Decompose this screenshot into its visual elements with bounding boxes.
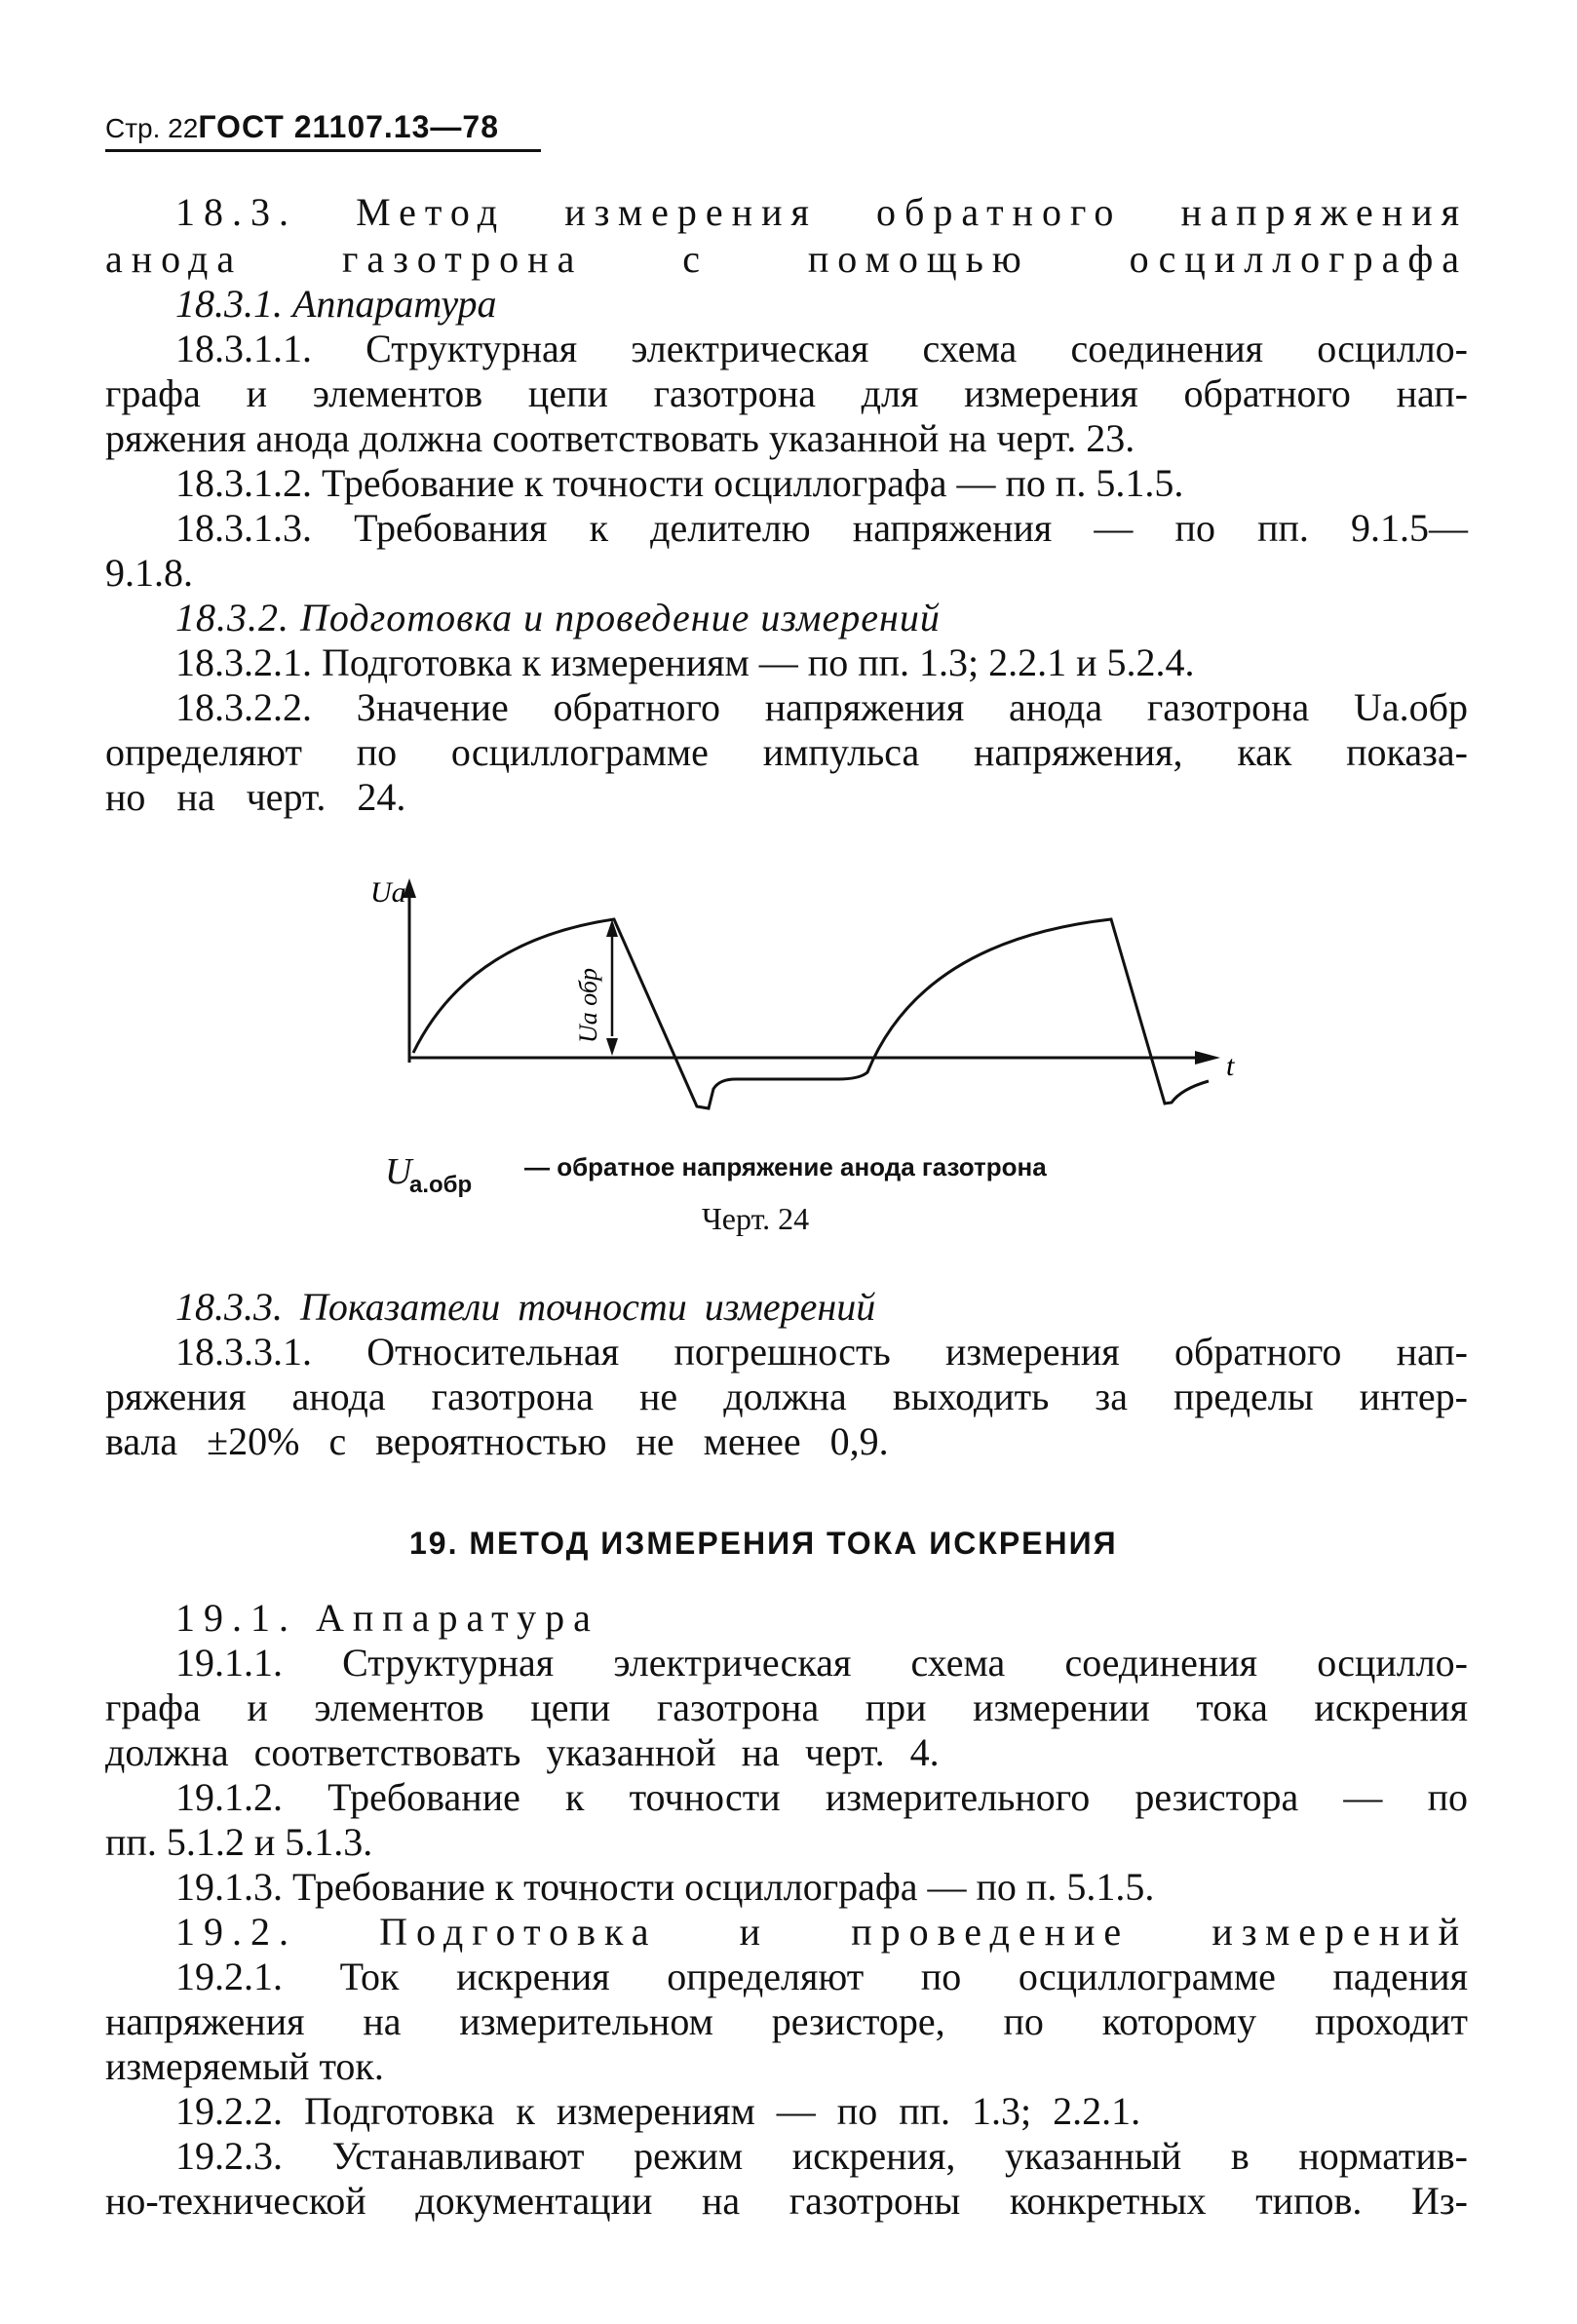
reverse-voltage-label: Ua обр (574, 967, 602, 1043)
paragraph-19-1-1-line2: графа и элементов цепи газотрона при измерении тока искрения (105, 1685, 1468, 1729)
paragraph-18-3-1-1-line2: графа и элементов цепи газотрона для измерения обратного нап- (105, 371, 1468, 415)
section-19-heading: 19. МЕТОД ИЗМЕРЕНИЯ ТОКА ИСКРЕНИЯ (409, 1526, 1118, 1561)
figure-caption: — обратное напряжение анода газотрона (524, 1152, 1047, 1181)
paragraph-19-2: 19.2. Подготовка и проведение измерений (175, 1910, 1468, 1954)
paragraph-19-2-1-line2: напряжения на измерительном резисторе, по которому проходит (105, 1999, 1468, 2043)
paragraph-18-3-1-1-line3: ряжения анода должна соответствовать указанной на черт. 23. (105, 416, 1135, 460)
voltage-waveform (413, 919, 1209, 1108)
oscillogram-figure (351, 872, 1248, 1136)
paragraph-18-3-2-2-line1: 18.3.2.2. Значение обратного напряжения анода газотрона Uа.обр (175, 685, 1468, 729)
paragraph-18-3-2-1: 18.3.2.1. Подготовка к измерениям — по пп. 1.3; 2.2.1 и 5.2.4. (175, 640, 1195, 684)
header-rule (105, 149, 541, 152)
paragraph-19-2-3-line2: но-технической документации на газотроны конкретных типов. Из- (105, 2179, 1468, 2223)
reverse-voltage-arrow-head-bottom (606, 1038, 618, 1056)
paragraph-18-3-2: 18.3.2. Подготовка и проведение измерений (175, 596, 941, 639)
paragraph-18-3-3-1-line1: 18.3.3.1. Относительная погрешность измерения обратного нап- (175, 1330, 1468, 1374)
paragraph-19-2-1-line1: 19.2.1. Ток искрения определяют по осциллограмме падения (175, 1955, 1468, 1998)
figure-number: Черт. 24 (702, 1201, 810, 1236)
paragraph-18-3-1: 18.3.1. Аппаратура (175, 282, 497, 326)
section-18-3-title-line1: 18.3. Метод измерения обратного напряжения (175, 190, 1468, 234)
paragraph-18-3-3-1-line3: вала ±20% с вероятностью не менее 0,9. (105, 1419, 889, 1463)
paragraph-18-3-3: 18.3.3. Показатели точности измерений (175, 1285, 876, 1329)
paragraph-19-1-2-line1: 19.1.2. Требование к точности измерительного резистора — по (175, 1775, 1468, 1819)
x-axis-arrow (1195, 1051, 1220, 1065)
paragraph-18-3-1-3-line2: 9.1.8. (105, 551, 193, 595)
y-axis-label: Ua (370, 876, 406, 909)
page-number: Стр. 22 (105, 113, 199, 143)
section-18-3-title-line2: анода газотрона с помощью осциллографа (105, 237, 1468, 281)
paragraph-18-3-3-1-line2: ряжения анода газотрона не должна выходить за пределы интер- (105, 1375, 1468, 1418)
paragraph-19-1: 19.1. Аппаратура (175, 1596, 599, 1640)
page-header (105, 109, 499, 145)
paragraph-18-3-1-2: 18.3.1.2. Требование к точности осциллографа — по п. 5.1.5. (175, 461, 1184, 505)
x-axis-label: t (1226, 1050, 1235, 1082)
caption-subscript: а.обр (409, 1172, 473, 1198)
paragraph-18-3-1-3-line1: 18.3.1.3. Требования к делителю напряжения — по пп. 9.1.5— (175, 506, 1468, 550)
paragraph-18-3-2-2-line3: но на черт. 24. (105, 775, 406, 819)
caption-symbol: U (385, 1151, 412, 1192)
paragraph-18-3-2-2-line2: определяют по осциллограмме импульса напряжения, как показа- (105, 730, 1468, 774)
paragraph-19-1-3: 19.1.3. Требование к точности осциллографа — по п. 5.1.5. (175, 1865, 1155, 1909)
paragraph-19-1-1-line1: 19.1.1. Структурная электрическая схема соединения осцилло- (175, 1641, 1468, 1685)
standard-number: ГОСТ 21107.13—78 (198, 109, 499, 144)
paragraph-19-2-1-line3: измеряемый ток. (105, 2044, 384, 2088)
paragraph-19-2-2: 19.2.2. Подготовка к измерениям — по пп. 1.3; 2.2.1. (175, 2089, 1141, 2133)
paragraph-19-1-2-line2: пп. 5.1.2 и 5.1.3. (105, 1820, 373, 1864)
paragraph-19-2-3-line1: 19.2.3. Устанавливают режим искрения, указанный в норматив- (175, 2134, 1468, 2178)
paragraph-18-3-1-1-line1: 18.3.1.1. Структурная электрическая схема соединения осцилло- (175, 327, 1468, 370)
paragraph-19-1-1-line3: должна соответствовать указанной на черт. 4. (105, 1730, 940, 1774)
